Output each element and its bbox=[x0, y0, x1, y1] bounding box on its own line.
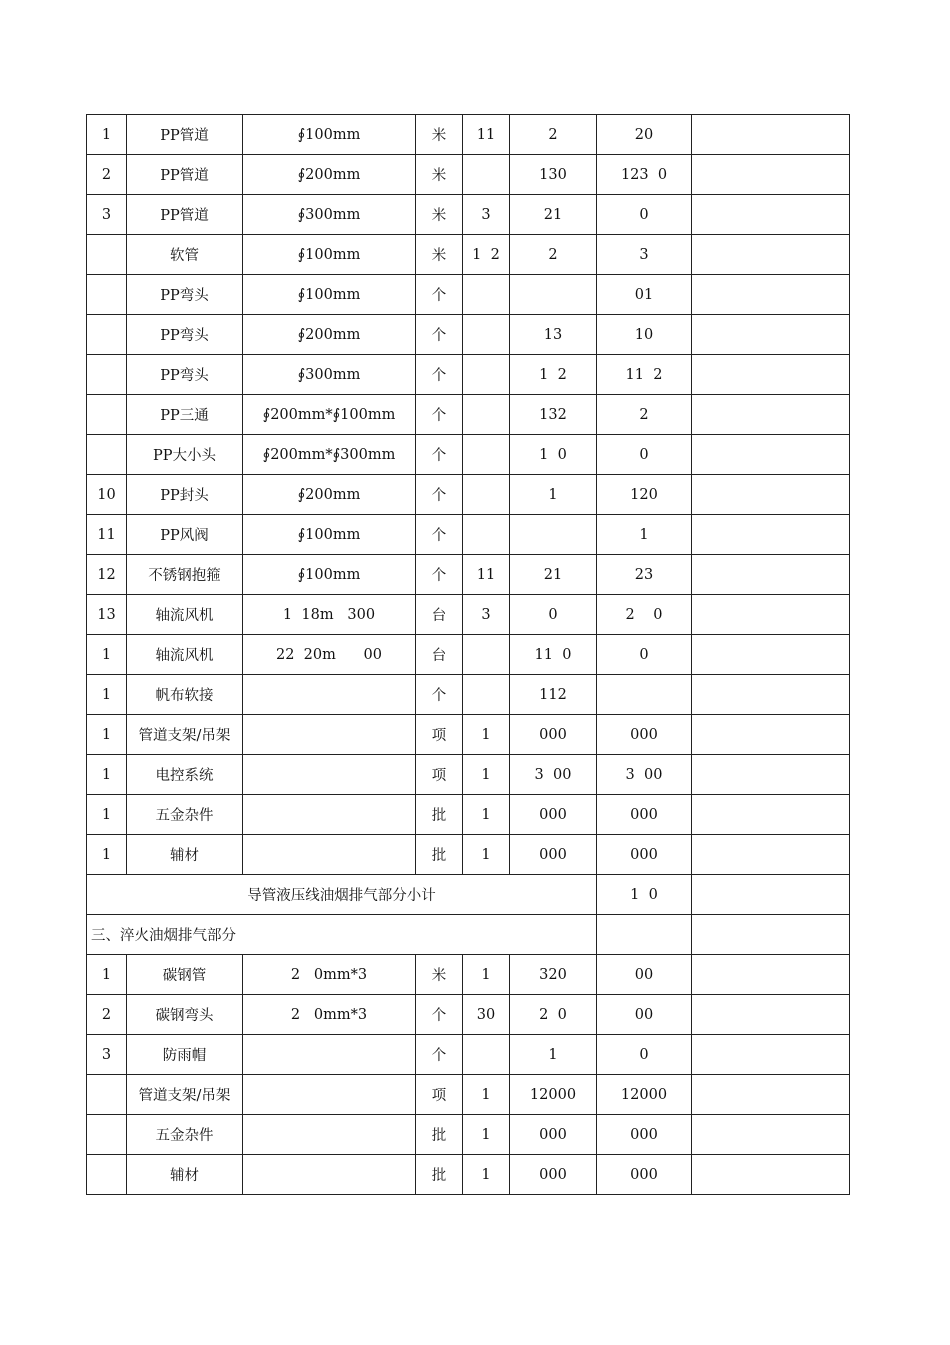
cell-remark bbox=[692, 235, 850, 275]
cell-name: 碳钢弯头 bbox=[127, 995, 243, 1035]
cell-qty: 1 bbox=[463, 715, 510, 755]
cell-unit: 米 bbox=[416, 155, 463, 195]
cell-unit: 个 bbox=[416, 675, 463, 715]
cell-remark bbox=[692, 155, 850, 195]
cell-qty: 1 bbox=[463, 835, 510, 875]
cell-spec bbox=[243, 835, 416, 875]
cell-name: PP三通 bbox=[127, 395, 243, 435]
cell-name: PP封头 bbox=[127, 475, 243, 515]
cell-unit: 台 bbox=[416, 635, 463, 675]
cell-price: 0 bbox=[510, 595, 597, 635]
cell-no bbox=[87, 435, 127, 475]
cell-spec: ∮200mm bbox=[243, 155, 416, 195]
table-row bbox=[87, 835, 850, 875]
cell-no: 11 bbox=[87, 515, 127, 555]
cell-price bbox=[510, 515, 597, 555]
cell-name: 五金杂件 bbox=[127, 1115, 243, 1155]
table-row bbox=[87, 235, 850, 275]
cell-total: 11 2 bbox=[597, 355, 692, 395]
cell-unit: 个 bbox=[416, 355, 463, 395]
cell-remark bbox=[692, 635, 850, 675]
cell-price: 3 00 bbox=[510, 755, 597, 795]
cell-qty bbox=[463, 355, 510, 395]
cell-price: 000 bbox=[510, 795, 597, 835]
cell-spec: ∮200mm bbox=[243, 315, 416, 355]
table-row bbox=[87, 1155, 850, 1195]
cell-spec: ∮100mm bbox=[243, 515, 416, 555]
cell-qty bbox=[463, 315, 510, 355]
table-row bbox=[87, 675, 850, 715]
cell-price: 132 bbox=[510, 395, 597, 435]
cell-spec bbox=[243, 715, 416, 755]
cell-qty: 1 bbox=[463, 955, 510, 995]
cell-name: 轴流风机 bbox=[127, 635, 243, 675]
table-row bbox=[87, 1035, 850, 1075]
cell-qty bbox=[463, 1035, 510, 1075]
cell-name: 软管 bbox=[127, 235, 243, 275]
cell-name: 辅材 bbox=[127, 1155, 243, 1195]
cell-spec bbox=[243, 795, 416, 835]
table-row bbox=[87, 355, 850, 395]
cell-price: 000 bbox=[510, 715, 597, 755]
cell-qty: 3 bbox=[463, 595, 510, 635]
cell-name: 防雨帽 bbox=[127, 1035, 243, 1075]
table-row bbox=[87, 755, 850, 795]
cell-name: 轴流风机 bbox=[127, 595, 243, 635]
cell-total: 0 bbox=[597, 635, 692, 675]
table-row bbox=[87, 1075, 850, 1115]
cell-spec: ∮100mm bbox=[243, 115, 416, 155]
subtotal-total: 1 0 bbox=[597, 875, 692, 915]
cell-name: 五金杂件 bbox=[127, 795, 243, 835]
cell-remark bbox=[692, 555, 850, 595]
cell-name: 碳钢管 bbox=[127, 955, 243, 995]
cell-qty bbox=[463, 275, 510, 315]
cell-remark bbox=[692, 315, 850, 355]
cell-remark bbox=[692, 475, 850, 515]
cell-qty: 1 2 bbox=[463, 235, 510, 275]
cell-remark bbox=[692, 395, 850, 435]
table-row bbox=[87, 795, 850, 835]
cell-spec bbox=[243, 1155, 416, 1195]
cell-total: 10 bbox=[597, 315, 692, 355]
cell-spec: ∮100mm bbox=[243, 235, 416, 275]
cell-qty bbox=[463, 395, 510, 435]
table-row bbox=[87, 995, 850, 1035]
cell-price: 000 bbox=[510, 835, 597, 875]
cell-total: 01 bbox=[597, 275, 692, 315]
cell-unit: 米 bbox=[416, 955, 463, 995]
cell-no: 1 bbox=[87, 755, 127, 795]
cell-no: 1 bbox=[87, 115, 127, 155]
table-row bbox=[87, 555, 850, 595]
cell-no: 1 bbox=[87, 835, 127, 875]
cell-name: 帆布软接 bbox=[127, 675, 243, 715]
cell-total: 000 bbox=[597, 835, 692, 875]
cell-unit: 米 bbox=[416, 195, 463, 235]
cell-qty bbox=[463, 635, 510, 675]
cell-qty bbox=[463, 155, 510, 195]
cell-total: 2 0 bbox=[597, 595, 692, 635]
cell-unit: 个 bbox=[416, 475, 463, 515]
cell-spec: ∮200mm*∮100mm bbox=[243, 395, 416, 435]
cell-no: 1 bbox=[87, 715, 127, 755]
cell-remark bbox=[692, 355, 850, 395]
cell-remark bbox=[692, 715, 850, 755]
cell-spec: 2 0mm*3 bbox=[243, 955, 416, 995]
cell-spec bbox=[243, 1035, 416, 1075]
cell-total: 2 bbox=[597, 395, 692, 435]
cell-total: 000 bbox=[597, 1155, 692, 1195]
section-total bbox=[597, 915, 692, 955]
cell-qty: 1 bbox=[463, 1155, 510, 1195]
cell-price: 2 bbox=[510, 235, 597, 275]
cell-qty: 11 bbox=[463, 555, 510, 595]
cell-total: 20 bbox=[597, 115, 692, 155]
section-remark bbox=[692, 915, 850, 955]
cell-no bbox=[87, 1155, 127, 1195]
table-row bbox=[87, 435, 850, 475]
cell-total: 0 bbox=[597, 1035, 692, 1075]
cell-price: 12000 bbox=[510, 1075, 597, 1115]
cell-no bbox=[87, 395, 127, 435]
cell-total: 23 bbox=[597, 555, 692, 595]
cell-total: 3 00 bbox=[597, 755, 692, 795]
cell-remark bbox=[692, 115, 850, 155]
cell-qty: 1 bbox=[463, 795, 510, 835]
cell-remark bbox=[692, 515, 850, 555]
cell-unit: 批 bbox=[416, 1155, 463, 1195]
cell-no bbox=[87, 355, 127, 395]
table-row bbox=[87, 195, 850, 235]
cell-no bbox=[87, 315, 127, 355]
section-header-row bbox=[87, 915, 850, 955]
cell-price bbox=[510, 275, 597, 315]
cell-name: 辅材 bbox=[127, 835, 243, 875]
cell-unit: 项 bbox=[416, 755, 463, 795]
table-row bbox=[87, 955, 850, 995]
cell-spec: ∮100mm bbox=[243, 555, 416, 595]
cell-no bbox=[87, 1115, 127, 1155]
cell-name: PP大小头 bbox=[127, 435, 243, 475]
cell-price: 13 bbox=[510, 315, 597, 355]
cell-unit: 个 bbox=[416, 435, 463, 475]
cell-remark bbox=[692, 995, 850, 1035]
section-title: 三、淬火油烟排气部分 bbox=[87, 915, 597, 955]
cell-no: 1 bbox=[87, 635, 127, 675]
cell-unit: 个 bbox=[416, 315, 463, 355]
cell-unit: 个 bbox=[416, 395, 463, 435]
cell-name: PP管道 bbox=[127, 155, 243, 195]
cell-qty: 1 bbox=[463, 1115, 510, 1155]
cell-name: PP风阀 bbox=[127, 515, 243, 555]
cell-qty: 3 bbox=[463, 195, 510, 235]
cell-qty bbox=[463, 515, 510, 555]
cell-unit: 个 bbox=[416, 1035, 463, 1075]
cell-no bbox=[87, 275, 127, 315]
cell-unit: 台 bbox=[416, 595, 463, 635]
table-row bbox=[87, 275, 850, 315]
cell-price: 000 bbox=[510, 1115, 597, 1155]
cell-name: 管道支架/吊架 bbox=[127, 715, 243, 755]
cell-price: 2 bbox=[510, 115, 597, 155]
cell-qty bbox=[463, 475, 510, 515]
cell-spec bbox=[243, 675, 416, 715]
cell-remark bbox=[692, 1075, 850, 1115]
cell-total: 00 bbox=[597, 995, 692, 1035]
cell-no: 1 bbox=[87, 795, 127, 835]
table-row bbox=[87, 1115, 850, 1155]
cell-no: 2 bbox=[87, 155, 127, 195]
cell-unit: 米 bbox=[416, 115, 463, 155]
cell-unit: 批 bbox=[416, 1115, 463, 1155]
cell-no: 1 bbox=[87, 955, 127, 995]
subtotal-remark bbox=[692, 875, 850, 915]
cell-unit: 批 bbox=[416, 795, 463, 835]
cell-name: 管道支架/吊架 bbox=[127, 1075, 243, 1115]
cell-price: 130 bbox=[510, 155, 597, 195]
cell-no: 3 bbox=[87, 195, 127, 235]
cell-total: 3 bbox=[597, 235, 692, 275]
cell-spec bbox=[243, 1115, 416, 1155]
cell-spec: 2 0mm*3 bbox=[243, 995, 416, 1035]
cell-total: 000 bbox=[597, 715, 692, 755]
cell-unit: 米 bbox=[416, 235, 463, 275]
cell-remark bbox=[692, 795, 850, 835]
table-row bbox=[87, 155, 850, 195]
table-row bbox=[87, 115, 850, 155]
cell-spec bbox=[243, 755, 416, 795]
cell-no: 2 bbox=[87, 995, 127, 1035]
cell-remark bbox=[692, 435, 850, 475]
cell-name: PP弯头 bbox=[127, 355, 243, 395]
cell-name: PP弯头 bbox=[127, 315, 243, 355]
cell-qty: 1 bbox=[463, 1075, 510, 1115]
cell-no bbox=[87, 235, 127, 275]
cell-remark bbox=[692, 835, 850, 875]
cell-qty bbox=[463, 435, 510, 475]
cell-name: PP弯头 bbox=[127, 275, 243, 315]
cell-total: 1 bbox=[597, 515, 692, 555]
cell-spec: ∮200mm bbox=[243, 475, 416, 515]
cell-total: 0 bbox=[597, 435, 692, 475]
cell-price: 1 2 bbox=[510, 355, 597, 395]
cell-unit: 个 bbox=[416, 515, 463, 555]
cell-spec: 22 20m 00 bbox=[243, 635, 416, 675]
table-row bbox=[87, 635, 850, 675]
cell-spec: ∮100mm bbox=[243, 275, 416, 315]
cell-remark bbox=[692, 1035, 850, 1075]
cell-price: 320 bbox=[510, 955, 597, 995]
cell-qty bbox=[463, 675, 510, 715]
cell-no: 10 bbox=[87, 475, 127, 515]
cell-no: 13 bbox=[87, 595, 127, 635]
cell-spec bbox=[243, 1075, 416, 1115]
cell-spec: ∮300mm bbox=[243, 355, 416, 395]
cell-remark bbox=[692, 195, 850, 235]
cell-remark bbox=[692, 1155, 850, 1195]
cell-price: 112 bbox=[510, 675, 597, 715]
cell-no: 12 bbox=[87, 555, 127, 595]
cell-unit: 个 bbox=[416, 275, 463, 315]
table-row bbox=[87, 475, 850, 515]
cell-price: 1 bbox=[510, 1035, 597, 1075]
cell-price: 1 0 bbox=[510, 435, 597, 475]
cell-remark bbox=[692, 595, 850, 635]
cell-price: 21 bbox=[510, 195, 597, 235]
cell-spec: ∮300mm bbox=[243, 195, 416, 235]
cell-price: 000 bbox=[510, 1155, 597, 1195]
cell-price: 1 bbox=[510, 475, 597, 515]
table-row bbox=[87, 395, 850, 435]
cell-remark bbox=[692, 275, 850, 315]
subtotal-row bbox=[87, 875, 850, 915]
cell-total: 00 bbox=[597, 955, 692, 995]
cell-name: PP管道 bbox=[127, 195, 243, 235]
table-row bbox=[87, 715, 850, 755]
cell-price: 2 0 bbox=[510, 995, 597, 1035]
cell-unit: 项 bbox=[416, 715, 463, 755]
subtotal-label: 导管液压线油烟排气部分小计 bbox=[87, 875, 597, 915]
cell-total: 12000 bbox=[597, 1075, 692, 1115]
table-row bbox=[87, 515, 850, 555]
cell-remark bbox=[692, 1115, 850, 1155]
table-row bbox=[87, 595, 850, 635]
cell-unit: 个 bbox=[416, 555, 463, 595]
cell-qty: 11 bbox=[463, 115, 510, 155]
cell-spec: 1 18m 300 bbox=[243, 595, 416, 635]
cell-total: 120 bbox=[597, 475, 692, 515]
cell-qty: 1 bbox=[463, 755, 510, 795]
cell-name: PP管道 bbox=[127, 115, 243, 155]
cell-price: 11 0 bbox=[510, 635, 597, 675]
cell-total: 0 bbox=[597, 195, 692, 235]
cell-remark bbox=[692, 955, 850, 995]
table-row bbox=[87, 315, 850, 355]
cell-total: 000 bbox=[597, 1115, 692, 1155]
cell-total bbox=[597, 675, 692, 715]
cell-remark bbox=[692, 675, 850, 715]
cell-name: 电控系统 bbox=[127, 755, 243, 795]
cell-no: 3 bbox=[87, 1035, 127, 1075]
cell-unit: 项 bbox=[416, 1075, 463, 1115]
quotation-table bbox=[86, 114, 850, 1195]
cell-name: 不锈钢抱箍 bbox=[127, 555, 243, 595]
cell-total: 000 bbox=[597, 795, 692, 835]
cell-no: 1 bbox=[87, 675, 127, 715]
cell-qty: 30 bbox=[463, 995, 510, 1035]
cell-spec: ∮200mm*∮300mm bbox=[243, 435, 416, 475]
cell-unit: 批 bbox=[416, 835, 463, 875]
cell-price: 21 bbox=[510, 555, 597, 595]
cell-no bbox=[87, 1075, 127, 1115]
cell-total: 123 0 bbox=[597, 155, 692, 195]
cell-unit: 个 bbox=[416, 995, 463, 1035]
cell-remark bbox=[692, 755, 850, 795]
